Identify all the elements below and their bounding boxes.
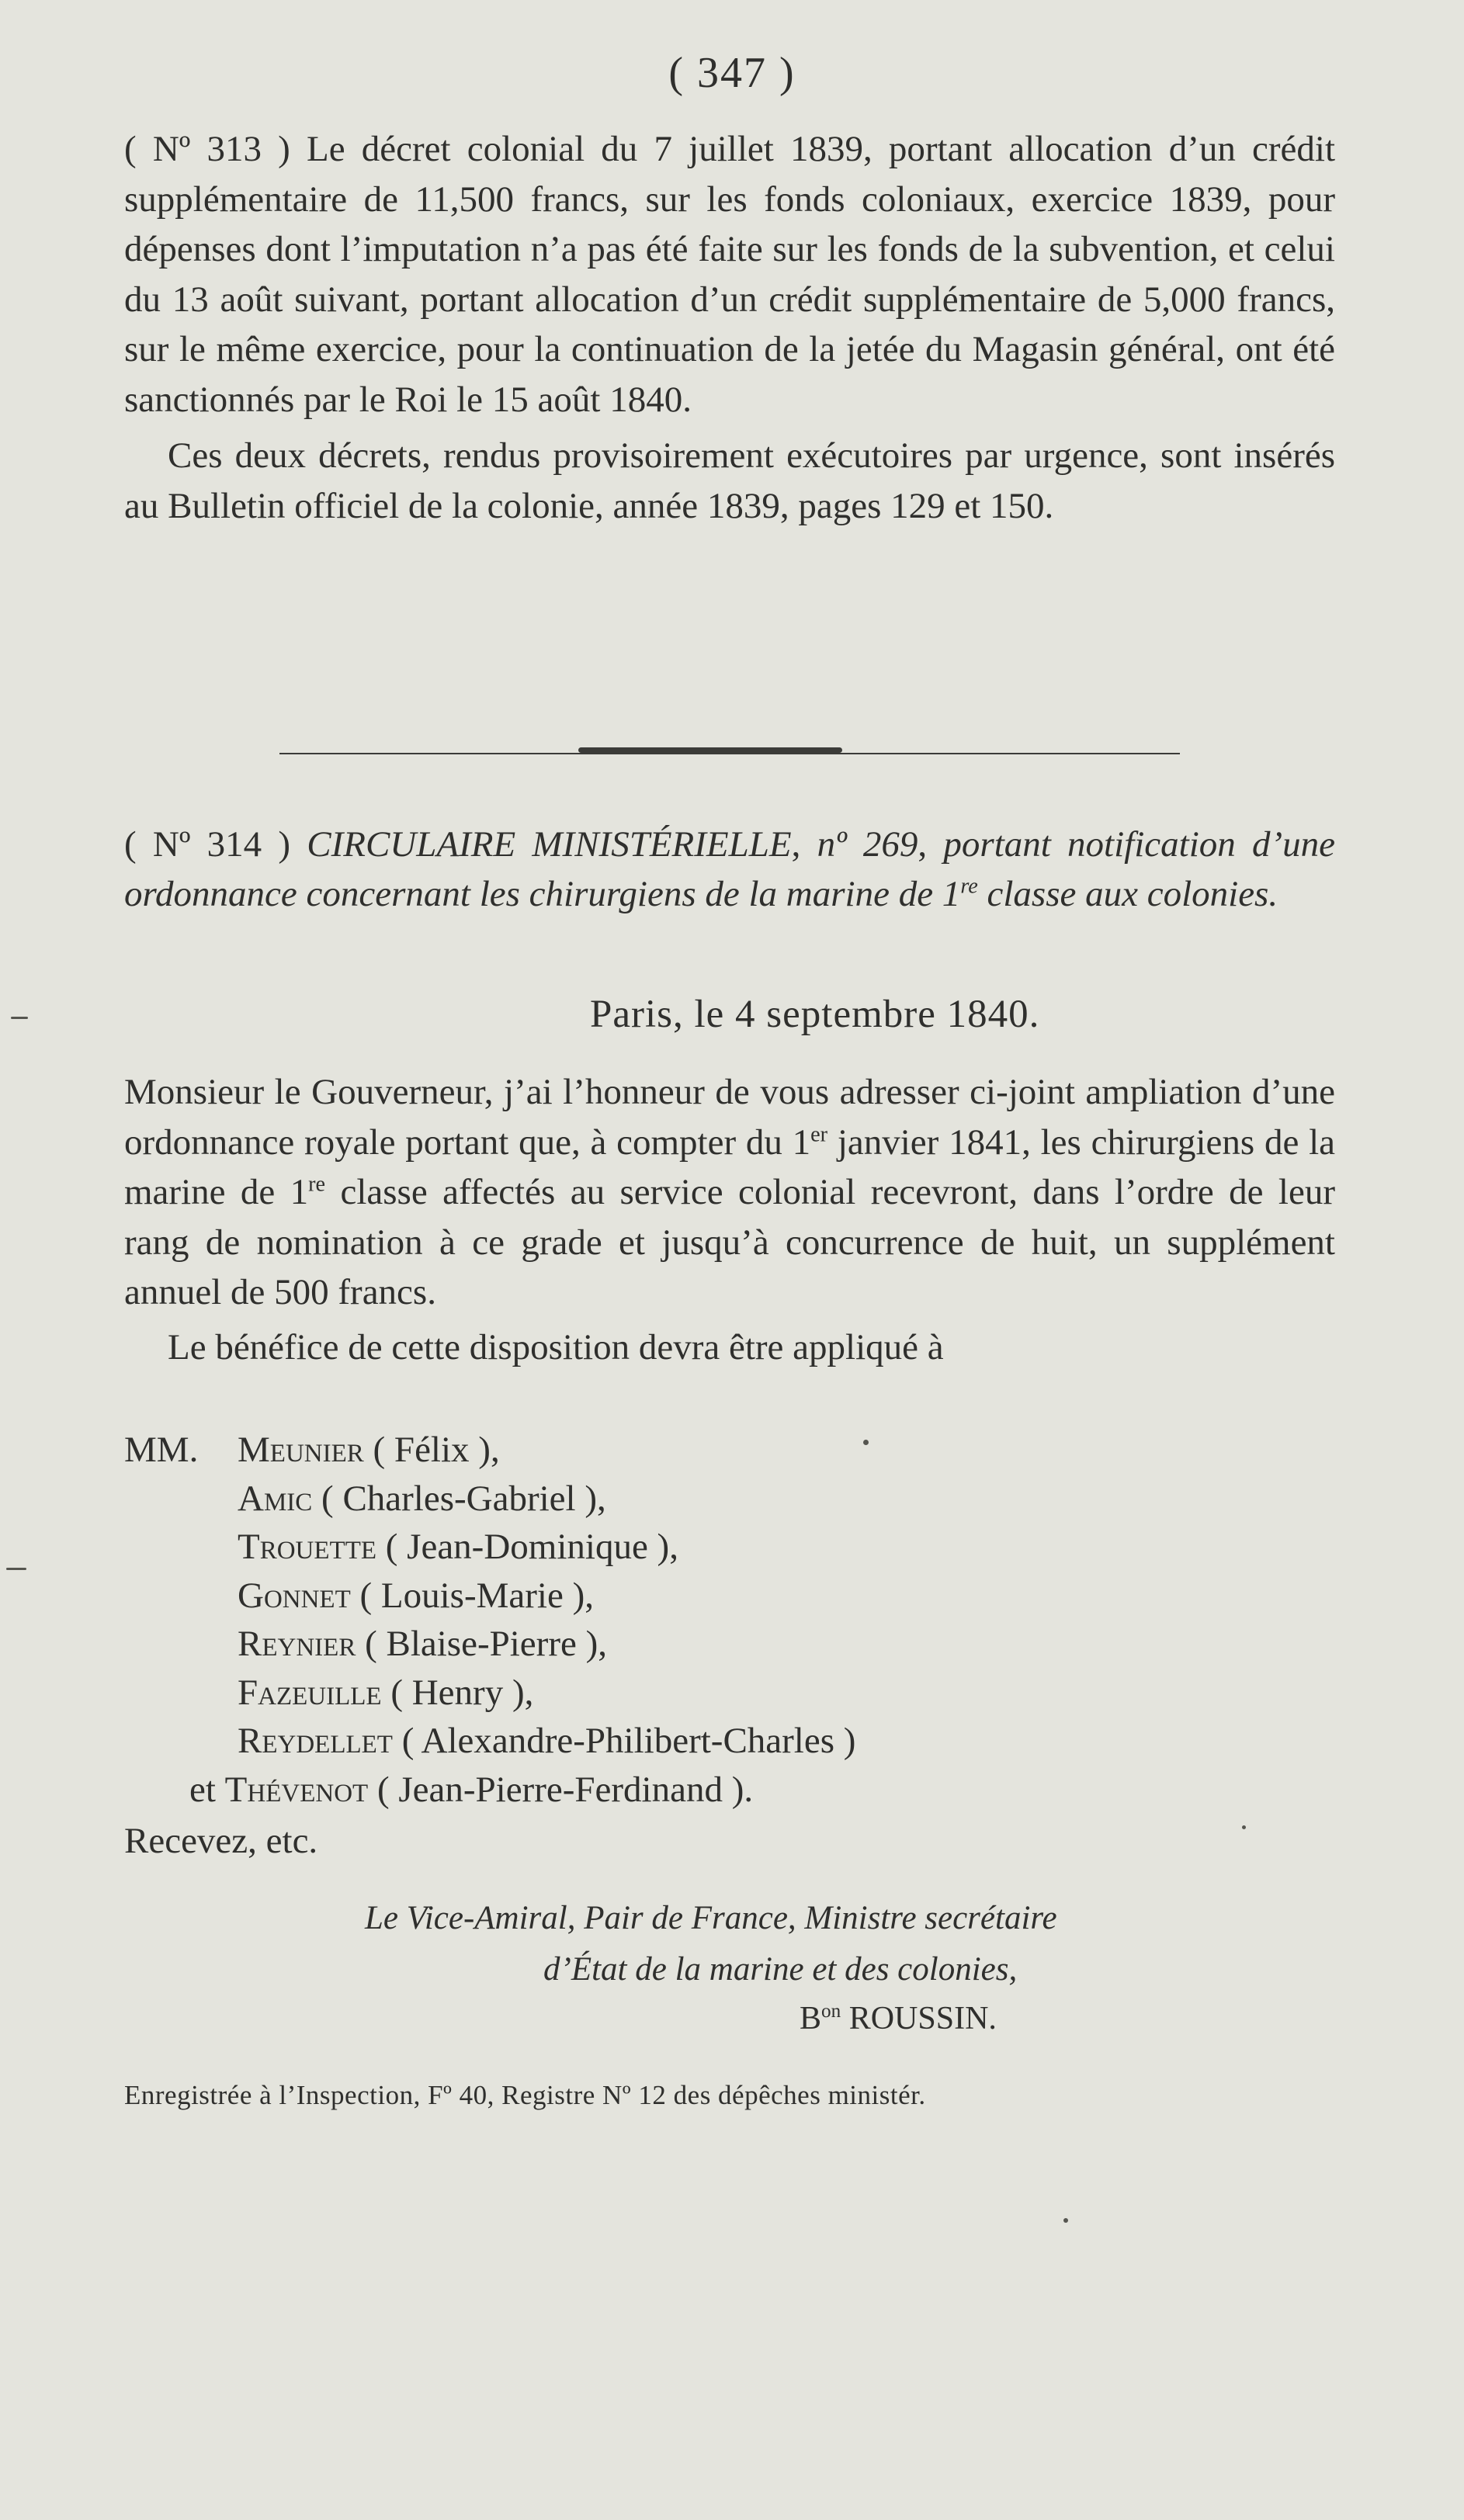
signature-surname: ROUSSIN. — [848, 2001, 997, 2036]
letter-paragraph-1-sup2: re — [308, 1172, 326, 1197]
list-item — [124, 1475, 855, 1523]
surgeon-given-name: ( Jean-Dominique ), — [385, 1527, 678, 1567]
surgeon-given-name: ( Louis-Marie ), — [359, 1575, 594, 1616]
surgeon-given-name: ( Blaise-Pierre ), — [365, 1624, 607, 1664]
entry-314-title-block: ( Nº 314 ) CIRCULAIRE MINISTÉRIELLE, nº 269, portant notification d’une ordonnance concernant les chirurgiens de la marine de 1re classe aux colonies. — [124, 824, 1335, 914]
page-number: ( 347 ) — [668, 49, 796, 97]
signature-rank-sup: on — [821, 2001, 841, 2022]
surgeon-list — [124, 1426, 855, 1866]
list-item — [124, 1766, 855, 1815]
surgeon-given-name: ( Charles-Gabriel ), — [321, 1478, 606, 1519]
surgeon-given-name: ( Félix ), — [373, 1430, 500, 1470]
list-item — [124, 1523, 855, 1572]
list-item — [124, 1669, 855, 1718]
surgeon-given-name: ( Henry ), — [390, 1672, 534, 1713]
entry-313-ref: ( Nº 313 ) — [124, 129, 290, 169]
dateline: Paris, le 4 septembre 1840. — [590, 993, 1040, 1036]
surgeon-given-name: ( Alexandre-Philibert-Charles ) — [401, 1721, 856, 1761]
paper-speck — [863, 1440, 869, 1445]
paper-mark — [6, 1568, 26, 1570]
signature-title-line-2: d’État de la marine et des colonies, — [543, 1951, 1018, 1988]
letter-paragraph-1-sup1: er — [810, 1121, 828, 1146]
surgeon-name — [238, 1426, 500, 1475]
surgeon-surname: Amic — [238, 1478, 313, 1519]
closing: Recevez, etc. — [124, 1821, 318, 1861]
surgeon-surname: Meunier — [238, 1430, 364, 1470]
paper-speck — [1063, 2218, 1068, 2223]
surgeon-surname: Reynier — [238, 1624, 356, 1664]
entry-313-text: Le décret colonial du 7 juillet 1839, portant allocation d’un crédit supplémentaire de 11,500 francs, sur les fonds coloniaux, exercice 1839, pour dépenses dont l’imputation n’a pas été faite sur les fonds de la subvention, et celui du 13 août suivant, portant allocation d’un crédit supplémentaire de 5,000 francs, sur le même exercice, pour la continuation de la jetée du Magasin général, ont été sanctionnés par le Roi le 15 août 1840. — [124, 129, 1336, 420]
surgeon-given-name: ( Jean-Pierre-Ferdinand ). — [376, 1769, 754, 1810]
circular-title: CIRCULAIRE MINISTÉRIELLE — [307, 824, 792, 865]
last-prefix: et — [189, 1769, 216, 1810]
circular-subtitle-text: portant notification d’une ordonnance concernant les chirurgiens de la marine de 1 — [124, 824, 1335, 914]
list-item — [124, 1572, 855, 1620]
paper-mark — [11, 1017, 28, 1019]
entry-313-paragraph-2: Ces deux décrets, rendus provisoirement exécutoires par urgence, sont insérés au Bulletin officiel de la colonie, année 1839, pages 129 et 150. — [124, 435, 1335, 526]
letter-paragraph-2: Le bénéfice de cette disposition devra être appliqué à — [168, 1326, 944, 1367]
surgeon-surname: Gonnet — [238, 1575, 351, 1616]
entry-314-heading — [124, 820, 1335, 919]
surgeon-surname: Reydellet — [238, 1721, 393, 1761]
signature-name — [800, 2000, 997, 2037]
mm-label: MM. — [124, 1430, 199, 1470]
letter-paragraph-1 — [124, 1067, 1335, 1318]
list-item — [124, 1620, 855, 1669]
surgeon-surname: Fazeuille — [238, 1672, 382, 1713]
paper-speck — [1242, 1825, 1246, 1829]
registration-note: Enregistrée à l’Inspection, Fº 40, Registre Nº 12 des dépêches ministér. — [124, 2080, 926, 2110]
letter-body — [124, 1067, 1335, 1372]
circular-number: nº 269 — [817, 824, 918, 865]
section-divider — [279, 753, 1180, 754]
letter-paragraph-1-a: Monsieur le Gouverneur, j’ai l’honneur de vous adresser ci-joint ampliation d’une ordonnance royale portant que, à compter du 1 — [124, 1072, 1335, 1163]
signature-title-line-1: Le Vice-Amiral, Pair de France, Ministre secrétaire — [365, 1900, 1057, 1936]
letter-paragraph-1-b: janvier 1841, les chirurgiens de la marine de 1 — [124, 1121, 1335, 1212]
list-item — [124, 1717, 855, 1766]
surgeon-surname: Thévenot — [224, 1769, 369, 1810]
list-item — [124, 1426, 855, 1475]
entry-313-paragraph — [124, 124, 1335, 425]
circular-subtitle-end: classe aux colonies. — [977, 874, 1278, 914]
surgeon-surname: Trouette — [238, 1527, 377, 1567]
section-divider-ornament — [578, 747, 842, 753]
letter-paragraph-1-c: classe affectés au service colonial recevront, dans l’ordre de leur rang de nomination à ce grade et jusqu’à concurrence de huit, un supplément annuel de 500 francs. — [124, 1172, 1335, 1312]
circular-subtitle-sup: re — [960, 874, 978, 899]
entry-313 — [124, 124, 1335, 531]
entry-314-ref: ( Nº 314 ) — [124, 824, 291, 865]
signature-rank: B — [800, 2001, 822, 2036]
